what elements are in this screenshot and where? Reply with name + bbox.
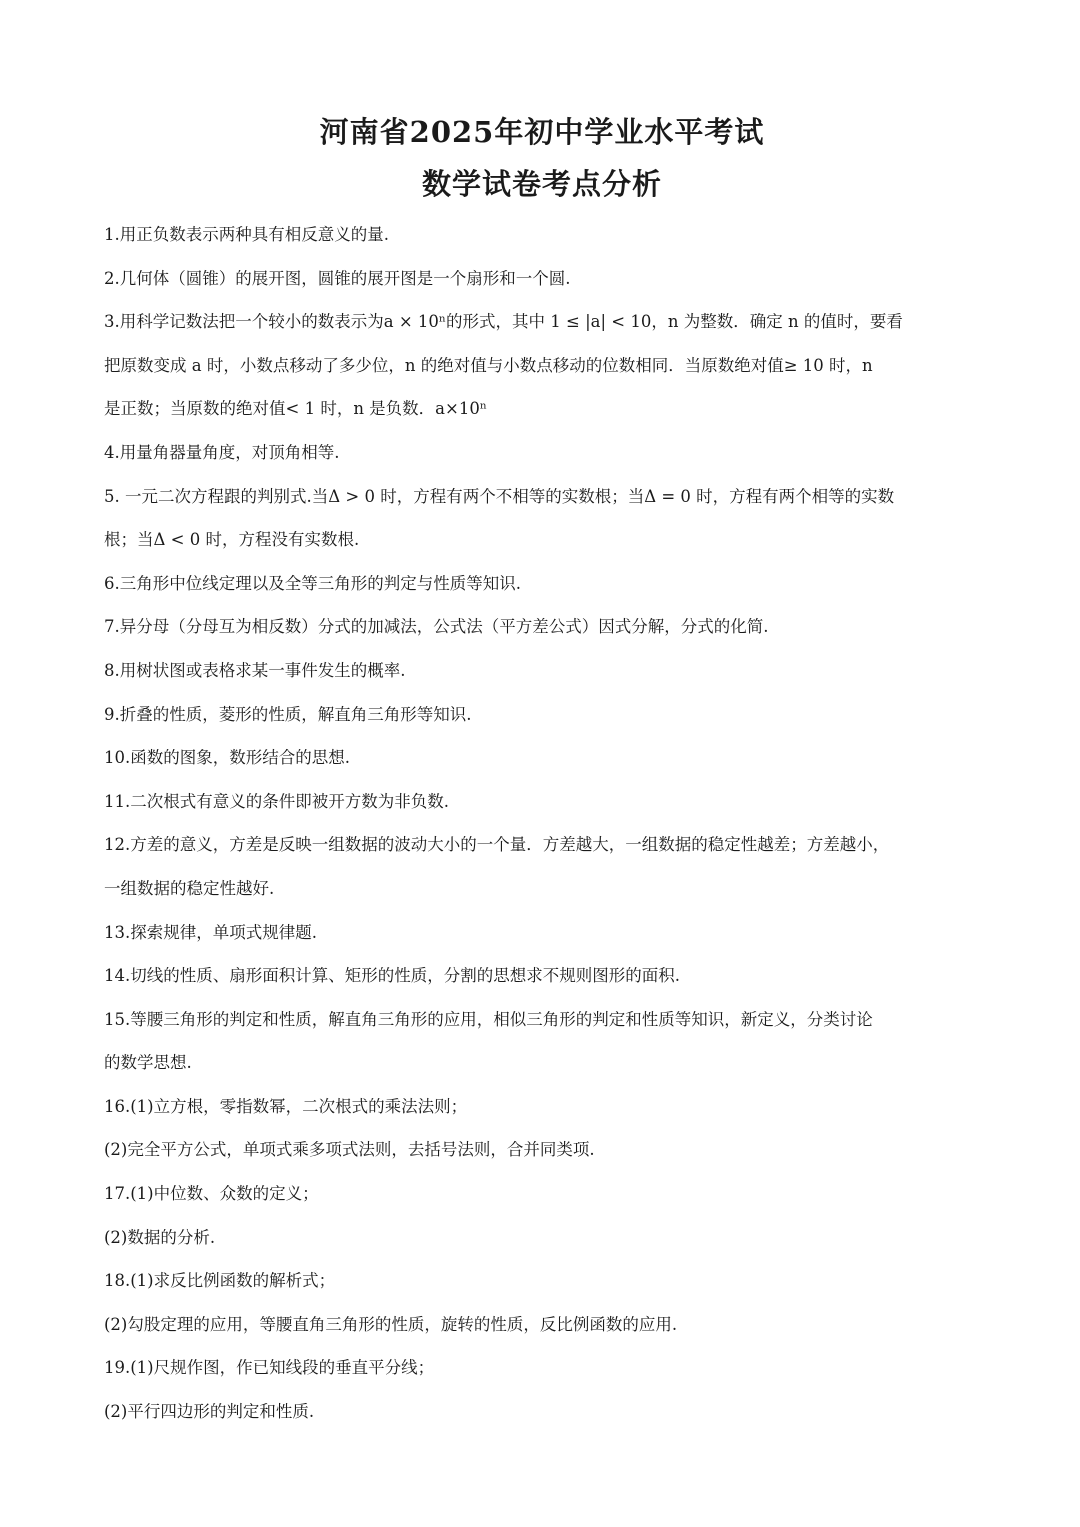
topic-line: 19.(1)尺规作图，作已知线段的垂直平分线； [104,1358,435,1378]
document-subtitle: 数学试卷考点分析 [421,167,662,201]
topic-line: 13.探索规律，单项式规律题. [104,922,317,942]
topic-list [104,213,980,1434]
topic-line: 5. 一元二次方程跟的判别式.当Δ > 0 时，方程有两个不相等的实数根；当Δ = 0 时，方程有两个相等的实数 [104,486,895,506]
topic-line: 4.用量角器量角度，对顶角相等. [104,442,340,462]
topic-line: 12.方差的意义，方差是反映一组数据的波动大小的一个量．方差越大，一组数据的稳定性越差；方差越小， [104,835,890,855]
topic-line: 10.函数的图象，数形结合的思想. [104,748,350,768]
topic-line: 把原数变成 a 时，小数点移动了多少位，n 的绝对值与小数点移动的位数相同．当原数绝对值≥ 10 时，n [104,355,873,375]
topic-line: 7.异分母（分母互为相反数）分式的加减法，公式法（平方差公式）因式分解，分式的化简. [104,617,769,637]
topic-line: 15.等腰三角形的判定和性质，解直角三角形的应用，相似三角形的判定和性质等知识，新定义，分类讨论 [104,1009,873,1029]
topic-line: 3.用科学记数法把一个较小的数表示为a × 10ⁿ的形式，其中 1 ≤ |a| < 10，n 为整数．确定 n 的值时，要看 [104,312,903,332]
topic-line: 9.折叠的性质，菱形的性质，解直角三角形等知识. [104,704,472,724]
topic-line: 2.几何体（圆锥）的展开图，圆锥的展开图是一个扇形和一个圆. [104,268,571,288]
topic-line: (2)完全平方公式，单项式乘多项式法则，去括号法则，合并同类项. [104,1140,595,1160]
document-title: 河南省2025年初中学业水平考试 [319,115,765,149]
topic-line: 根；当Δ < 0 时，方程没有实数根. [104,530,360,550]
topic-line: (2)勾股定理的应用，等腰直角三角形的性质，旋转的性质，反比例函数的应用. [104,1314,678,1334]
topic-line: 的数学思想. [104,1053,192,1073]
topic-line: 17.(1)中位数、众数的定义； [104,1184,319,1204]
topic-line: 14.切线的性质、扇形面积计算、矩形的性质，分割的思想求不规则图形的面积. [104,966,680,986]
topic-line: 6.三角形中位线定理以及全等三角形的判定与性质等知识. [104,573,521,593]
topic-line: 16.(1)立方根，零指数幂，二次根式的乘法法则； [104,1096,468,1116]
topic-line: (2)平行四边形的判定和性质. [104,1402,315,1422]
topic-line: 1.用正负数表示两种具有相反意义的量. [104,225,389,244]
topic-line: 18.(1)求反比例函数的解析式； [104,1271,336,1291]
topic-line: 11.二次根式有意义的条件即被开方数为非负数. [104,791,449,811]
topic-line: (2)数据的分析. [104,1227,216,1247]
topic-line: 一组数据的稳定性越好. [104,878,275,898]
topic-line: 8.用树状图或表格求某一事件发生的概率. [104,660,406,680]
topic-line: 是正数；当原数的绝对值< 1 时，n 是负数．a×10ⁿ [104,399,487,419]
